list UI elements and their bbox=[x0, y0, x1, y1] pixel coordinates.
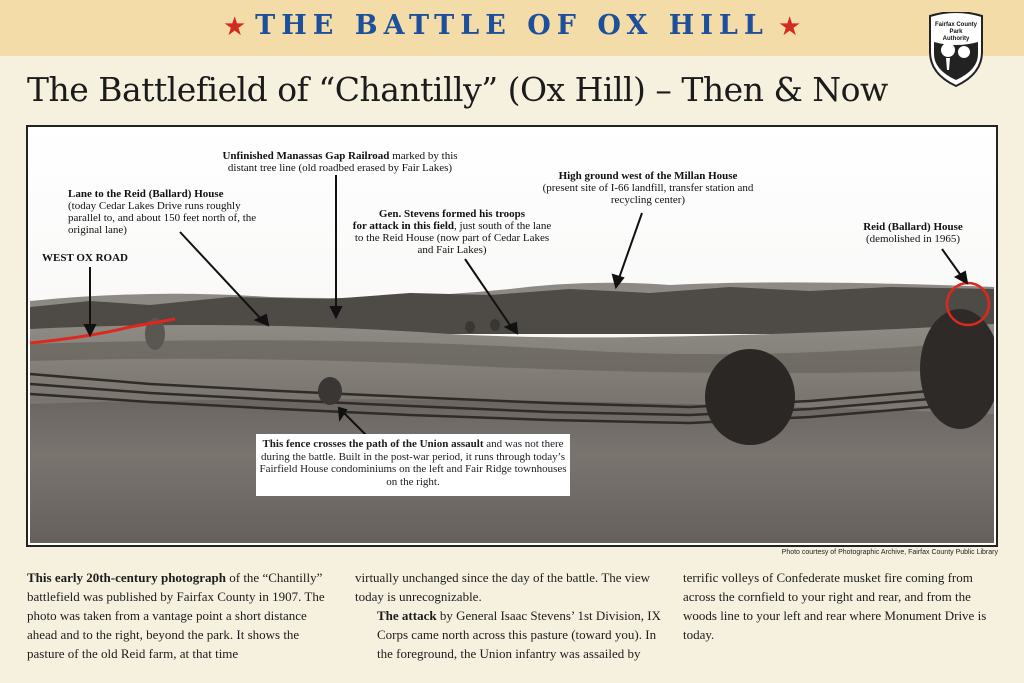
label-stevens-detail-1: , just south of the lane bbox=[454, 220, 552, 232]
park-authority-logo bbox=[924, 12, 988, 88]
label-stevens bbox=[352, 208, 552, 256]
star-icon-right: ★ bbox=[778, 12, 802, 42]
body-col3-text: terrific volleys of Confederate musket fire coming from across the cornfield to your right and rear, and from the woods line to your left and rear where Monument Drive is today. bbox=[683, 570, 987, 642]
label-railroad-detail-1: marked by this bbox=[389, 150, 458, 162]
logo-line-1: Fairfax County bbox=[934, 22, 978, 28]
label-high-ground-title: High ground west of the Millan House bbox=[558, 170, 738, 182]
label-reid-house-detail: (demolished in 1965) bbox=[865, 233, 961, 245]
banner-title: THE BATTLE OF OX HILL bbox=[255, 10, 769, 41]
body-col2-text: virtually unchanged since the day of the battle. The view today is unrecognizable. bbox=[355, 570, 651, 604]
body-col2-rest: by General Isaac Stevens’ 1st Division, IX Corps came north across this pasture (toward you). In the foreground, the Union infantry was assailed by bbox=[377, 608, 661, 661]
label-lane-title: Lane to the Reid (Ballard) House bbox=[68, 188, 224, 200]
logo-line-3: Authority bbox=[942, 36, 970, 42]
photo-credit: Photo courtesy of Photographic Archive, Fairfax County Public Library bbox=[781, 549, 998, 556]
label-high-ground bbox=[538, 170, 758, 206]
label-high-ground-detail: (present site of I-66 landfill, transfer station and recycling center) bbox=[542, 182, 754, 206]
label-railroad-title: Unfinished Manassas Gap Railroad bbox=[222, 150, 390, 162]
body-col1-lead: This early 20th-century photograph bbox=[27, 570, 226, 585]
label-stevens-title-2: for attack in this field bbox=[352, 220, 455, 232]
fence-caption-title: This fence crosses the path of the Union assault bbox=[262, 438, 484, 450]
body-column-2 bbox=[355, 568, 665, 663]
label-stevens-detail-2: to the Reid House (now part of Cedar Lakes and Fair Lakes) bbox=[354, 232, 550, 256]
label-railroad bbox=[200, 150, 480, 174]
label-lane-detail: (today Cedar Lakes Drive runs roughly parallel to, and about 150 feet north of, the original lane) bbox=[68, 200, 257, 236]
logo-line-2: Park bbox=[949, 29, 963, 35]
page-title: The Battlefield of “Chantilly” (Ox Hill) – Then & Now bbox=[27, 70, 888, 109]
label-stevens-title-1: Gen. Stevens formed his troops bbox=[378, 208, 526, 220]
fence-caption-detail: and was not there during the battle. Built in the post-war period, it runs through today’s Fairfield House condominiums on the left and Fair Ridge townhouses on the right. bbox=[259, 438, 567, 488]
label-railroad-detail-2: distant tree line (old roadbed erased by Fair Lakes) bbox=[227, 162, 453, 174]
star-icon-left: ★ bbox=[223, 12, 247, 42]
title-banner bbox=[0, 0, 1024, 56]
label-reid-house-title: Reid (Ballard) House bbox=[863, 221, 963, 233]
body-col1-text: of the “Chantilly” battlefield was published by Fairfax County in 1907. The photo was taken from a vantage point a short distance ahead and to the right, beyond the park. It shows the pasture of the old Reid farm, at that time bbox=[27, 570, 325, 661]
body-col2-lead: The attack bbox=[377, 608, 437, 623]
label-lane bbox=[68, 188, 258, 236]
fence-caption bbox=[256, 434, 570, 496]
shield-icon bbox=[924, 12, 988, 88]
body-column-1 bbox=[27, 568, 337, 663]
label-reid-house bbox=[838, 221, 988, 245]
label-west-ox-road: WEST OX ROAD bbox=[42, 252, 128, 264]
body-column-3 bbox=[683, 568, 993, 644]
